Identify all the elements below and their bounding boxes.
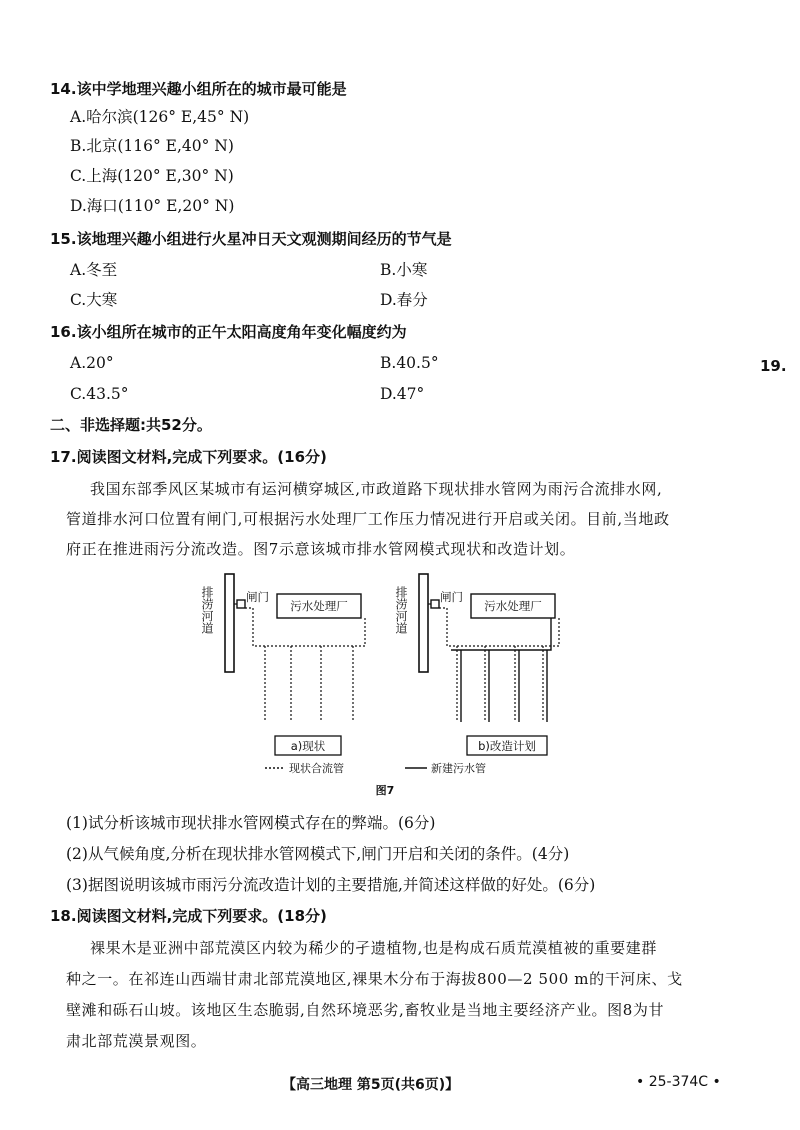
q15-option-b: B.小寒 bbox=[380, 261, 428, 279]
gate-label-a: 闸门 bbox=[246, 590, 269, 604]
panel-a-current-network bbox=[200, 572, 365, 755]
q17-paragraph-line-1: 我国东部季风区某城市有运河横穿城区,市政道路下现状排水管网为雨污合流排水网, bbox=[90, 480, 663, 498]
q14-option-c: C.上海(120° E,30° N) bbox=[70, 167, 234, 185]
panel-b-label: b)改造计划 bbox=[478, 739, 536, 753]
river-label-b-vertical: 排涝河道 bbox=[394, 586, 408, 634]
q17-paragraph-line-2: 管道排水河口位置有闸门,可根据污水处理厂工作压力情况进行开启或关闭。目前,当地政 bbox=[66, 510, 670, 528]
gate-b bbox=[431, 600, 439, 608]
q18-paragraph-line-4: 肃北部荒漠景观图。 bbox=[66, 1032, 207, 1050]
q17-subquestion-3: (3)据图说明该城市雨污分流改造计划的主要措施,并简述这样做的好处。(6分) bbox=[66, 876, 596, 894]
river-bar-a bbox=[225, 574, 234, 672]
legend-combined-label: 现状合流管 bbox=[289, 762, 344, 775]
panel-a-label: a)现状 bbox=[290, 739, 326, 753]
q14-option-d: D.海口(110° E,20° N) bbox=[70, 197, 235, 215]
q16-stem: 16.该小组所在城市的正午太阳高度角年变化幅度约为 bbox=[50, 323, 407, 341]
q18-paragraph-line-2: 种之一。在祁连山西端甘肃北部荒漠地区,裸果木分布于海拔800—2 500 m的干河床、戈 bbox=[66, 970, 683, 988]
q17-paragraph-line-3: 府正在推进雨污分流改造。图7示意该城市排水管网模式现状和改造计划。 bbox=[66, 540, 576, 558]
new-sewage-main bbox=[451, 618, 551, 650]
q14-option-b: B.北京(116° E,40° N) bbox=[70, 137, 234, 155]
q15-option-c: C.大寒 bbox=[70, 291, 118, 309]
gate-a bbox=[237, 600, 245, 608]
page-footer-center: 【高三地理 第5页(共6页)】 bbox=[282, 1077, 460, 1093]
margin-question-number: 19. bbox=[760, 357, 787, 375]
q14-stem: 14.该中学地理兴趣小组所在的城市最可能是 bbox=[50, 80, 347, 98]
q15-option-d: D.春分 bbox=[380, 291, 428, 309]
page-footer-code: • 25-374C • bbox=[636, 1074, 721, 1090]
plant-label-a: 污水处理厂 bbox=[290, 599, 348, 613]
q17-subquestion-2: (2)从气候角度,分析在现状排水管网模式下,闸门开启和关闭的条件。(4分) bbox=[66, 845, 570, 863]
legend-new-label: 新建污水管 bbox=[431, 762, 486, 775]
section2-heading: 二、非选择题:共52分。 bbox=[50, 416, 212, 434]
q14-option-a: A.哈尔滨(126° E,45° N) bbox=[70, 108, 250, 126]
panel-b-renovation-plan bbox=[394, 574, 559, 755]
q17-subquestion-1: (1)试分析该城市现状排水管网模式存在的弊端。(6分) bbox=[66, 814, 436, 832]
plant-label-b: 污水处理厂 bbox=[484, 599, 542, 613]
q16-option-d: D.47° bbox=[380, 385, 425, 403]
figure-7-caption: 图7 bbox=[375, 784, 395, 797]
q17-stem: 17.阅读图文材料,完成下列要求。(16分) bbox=[50, 448, 327, 466]
q16-option-b: B.40.5° bbox=[380, 354, 439, 372]
q15-stem: 15.该地理兴趣小组进行火星冲日天文观测期间经历的节气是 bbox=[50, 230, 452, 248]
q18-paragraph-line-1: 裸果木是亚洲中部荒漠区内较为稀少的孑遗植物,也是构成石质荒漠植被的重要建群 bbox=[90, 939, 657, 957]
q18-stem: 18.阅读图文材料,完成下列要求。(18分) bbox=[50, 907, 327, 925]
q16-option-a: A.20° bbox=[70, 354, 114, 372]
q15-option-a: A.冬至 bbox=[70, 261, 118, 279]
figure-7-drainage-diagram bbox=[200, 572, 575, 800]
q18-paragraph-line-3: 壁滩和砾石山坡。该地区生态脆弱,自然环境恶劣,畜牧业是当地主要经济产业。图8为甘 bbox=[66, 1001, 665, 1019]
gate-label-b: 闸门 bbox=[440, 590, 463, 604]
q16-option-c: C.43.5° bbox=[70, 385, 129, 403]
river-bar-b bbox=[419, 574, 428, 672]
river-label-a-vertical: 排涝河道 bbox=[200, 586, 214, 634]
